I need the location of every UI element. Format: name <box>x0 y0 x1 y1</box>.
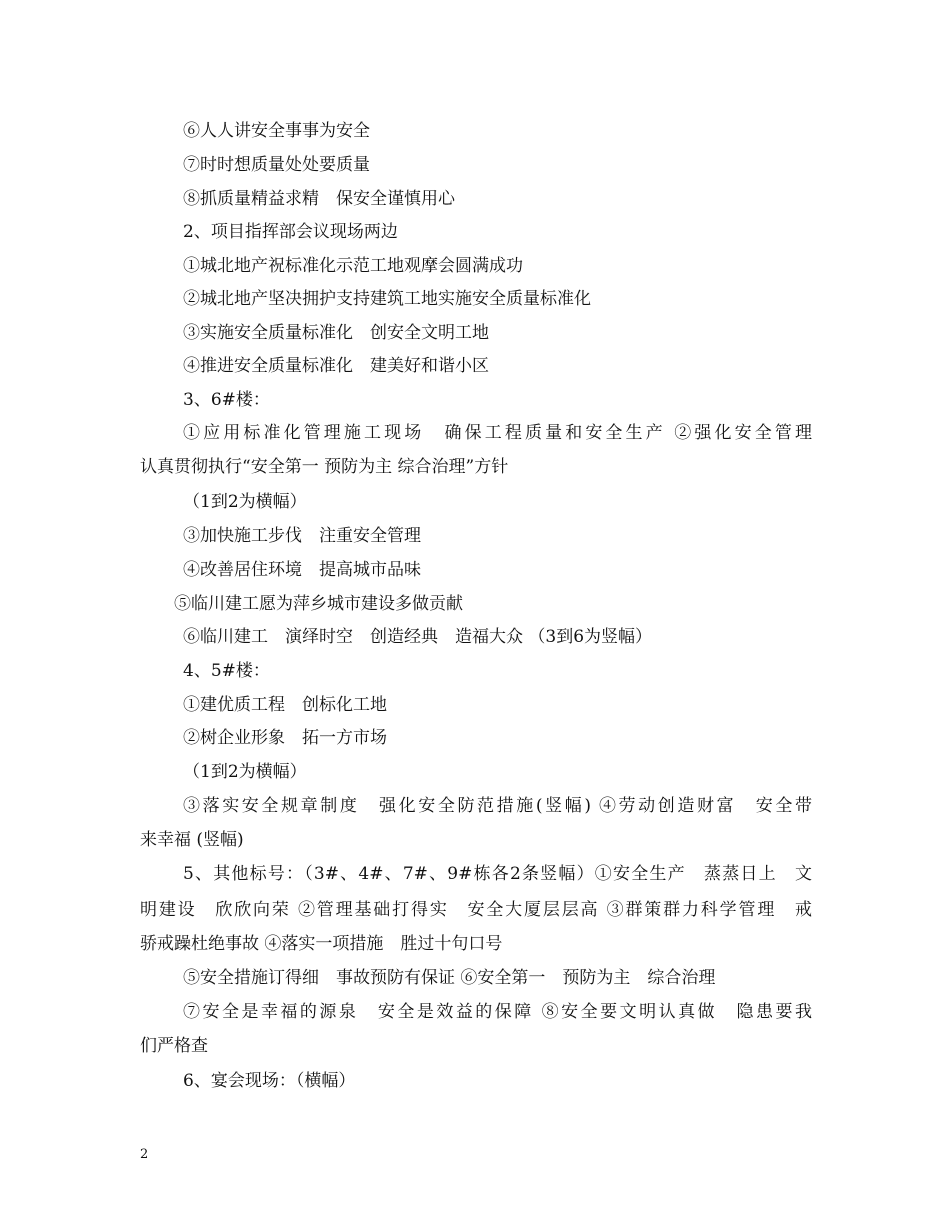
text-line: ③落实安全规章制度 强化安全防范措施(竖幅) ④劳动创造财富 安全带 <box>183 796 812 816</box>
text-line: （1到2为横幅） <box>183 492 307 512</box>
text-line: 骄戒躁杜绝事故 ④落实一项措施 胜过十句口号 <box>140 934 503 954</box>
text-line: 们严格查 <box>140 1036 208 1056</box>
text-line: ⑧抓质量精益求精 保安全谨慎用心 <box>183 189 455 209</box>
text-line: 认真贯彻执行“安全第一 预防为主 综合治理”方针 <box>140 457 509 477</box>
text-line: ②城北地产坚决拥护支持建筑工地实施安全质量标准化 <box>183 289 591 309</box>
text-line: ①应用标准化管理施工现场 确保工程质量和安全生产 ②强化安全管理 <box>183 423 812 443</box>
text-line: ⑤安全措施订得细 事故预防有保证 ⑥安全第一 预防为主 综合治理 <box>183 968 716 988</box>
text-line: ③实施安全质量标准化 创安全文明工地 <box>183 323 489 343</box>
text-line: 来幸福 (竖幅) <box>140 830 244 850</box>
text-line: ①建优质工程 创标化工地 <box>183 695 387 715</box>
text-line: ⑦安全是幸福的源泉 安全是效益的保障 ⑧安全要文明认真做 隐患要我 <box>183 1002 812 1022</box>
text-line: 明建设 欣欣向荣 ②管理基础打得实 安全大厦层层高 ③群策群力科学管理 戒 <box>140 900 812 920</box>
text-line: ④推进安全质量标准化 建美好和谐小区 <box>183 356 489 376</box>
text-line: 5、其他标号：（3#、4#、7#、9#栋各2条竖幅）①安全生产 蒸蒸日上 文 <box>183 864 812 884</box>
text-line: ④改善居住环境 提高城市品味 <box>183 560 421 580</box>
text-line: 4、5#楼： <box>183 661 270 681</box>
page-number: 2 <box>140 1147 149 1162</box>
text-line: 3、6#楼： <box>183 390 270 410</box>
text-line: （1到2为横幅） <box>183 762 307 782</box>
text-line: ⑤临川建工愿为萍乡城市建设多做贡献 <box>174 594 463 614</box>
text-line: ⑥人人讲安全事事为安全 <box>183 121 370 141</box>
text-line: 6、宴会现场：（横幅） <box>183 1071 356 1091</box>
text-line: ③加快施工步伐 注重安全管理 <box>183 526 421 546</box>
text-line: ⑦时时想质量处处要质量 <box>183 155 370 175</box>
text-line: ②树企业形象 拓一方市场 <box>183 728 387 748</box>
text-line: 2、项目指挥部会议现场两边 <box>183 222 398 242</box>
text-line: ①城北地产祝标准化示范工地观摩会圆满成功 <box>183 256 523 276</box>
text-line: ⑥临川建工 演绎时空 创造经典 造福大众 （3到6为竖幅） <box>183 627 653 647</box>
